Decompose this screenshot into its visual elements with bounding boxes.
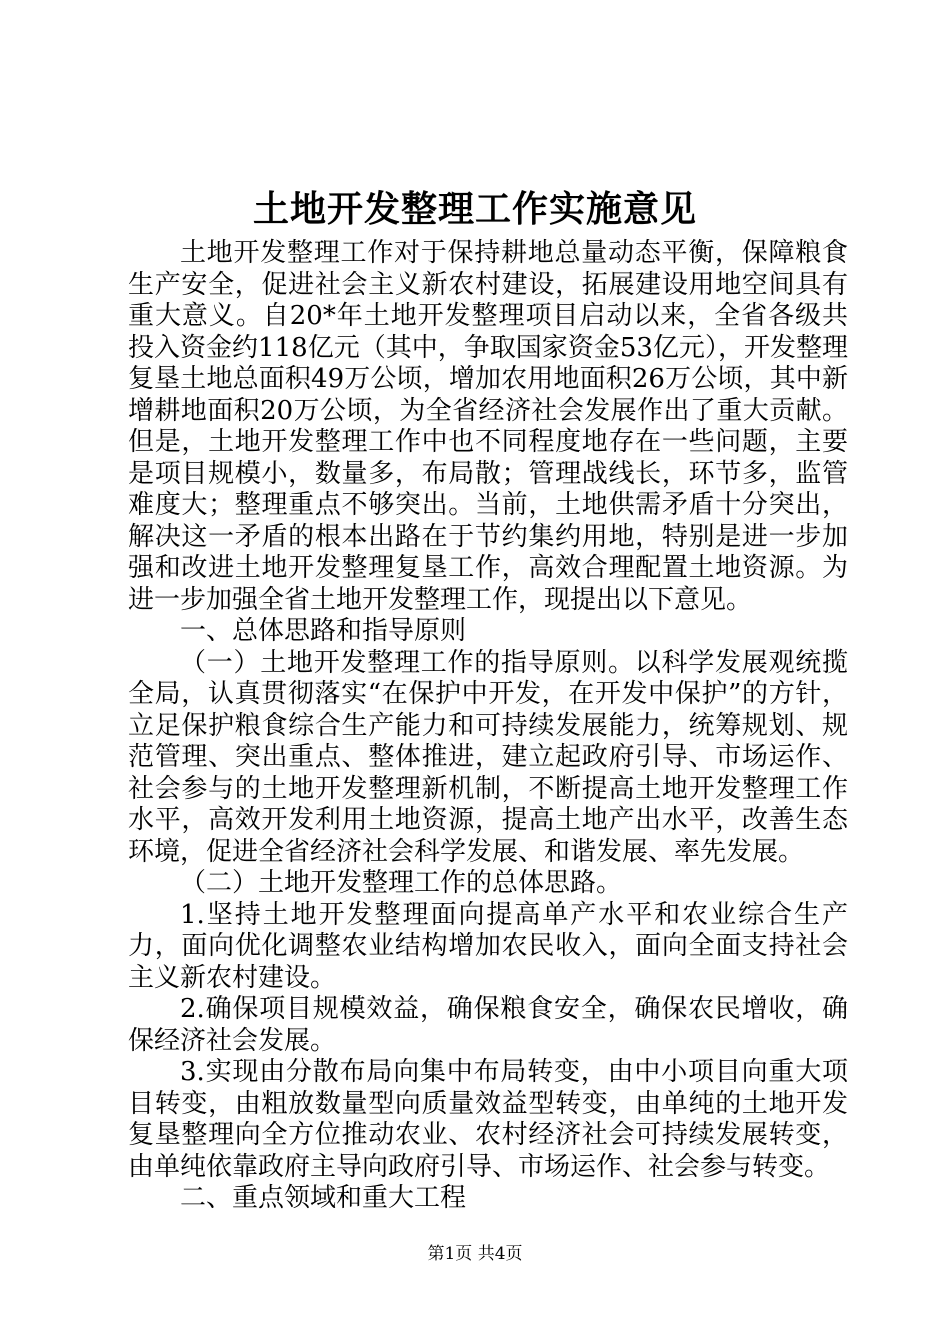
section-heading-2: 二、重点领域和重大工程 bbox=[180, 1183, 467, 1213]
section-heading-1: 一、总体思路和指导原则 bbox=[180, 616, 467, 646]
subsection-heading-overall-thinking: （二）土地开发整理工作的总体思路。 bbox=[180, 868, 623, 898]
document-body bbox=[128, 238, 848, 1215]
paragraph-intro: 土地开发整理工作对于保持耕地总量动态平衡，保障粮食生产安全，促进社会主义新农村建设，拓展建设用地空间具有重大意义。自20*年土地开发整理项目启动以来，全省各级共投入资金约118亿元（其中，争取国家资金53亿元），开发整理复垦土地总面积49万公顷，增加农用地面积26万公顷，其中新增耕地面积20万公顷，为全省经济社会发展作出了重大贡献。但是，土地开发整理工作中也不同程度地存在一些问题，主要是项目规模小，数量多，布局散；管理战线长，环节多，监管难度大；整理重点不够突出。当前，土地供需矛盾十分突出，解决这一矛盾的根本出路在于节约集约用地，特别是进一步加强和改进土地开发整理复垦工作，高效合理配置土地资源。为进一步加强全省土地开发整理工作，现提出以下意见。 bbox=[128, 238, 848, 615]
list-item-3: 3.实现由分散布局向集中布局转变，由中小项目向重大项目转变，由粗放数量型向质量效益型转变，由单纯的土地开发复垦整理向全方位推动农业、农村经济社会可持续发展转变，由单纯依靠政府主导向政府引导、市场运作、社会参与转变。 bbox=[128, 1057, 848, 1182]
list-item-2: 2.确保项目规模效益，确保粮食安全，确保农民增收，确保经济社会发展。 bbox=[128, 994, 848, 1056]
document-title: 土地开发整理工作实施意见 bbox=[252, 188, 697, 230]
page-number-footer: 第1页 共4页 bbox=[427, 1244, 523, 1264]
list-item-1: 1.坚持土地开发整理面向提高单产水平和农业综合生产力，面向优化调整农业结构增加农民收入，面向全面支持社会主义新农村建设。 bbox=[128, 899, 848, 993]
paragraph-guiding-principles: （一）土地开发整理工作的指导原则。以科学发展观统揽全局，认真贯彻落实“在保护中开发，在开发中保护”的方针，立足保护粮食综合生产能力和可持续发展能力，统筹规划、规范管理、突出重点、整体推进，建立起政府引导、市场运作、社会参与的土地开发整理新机制，不断提高土地开发整理工作水平，高效开发利用土地资源，提高土地产出水平，改善生态环境，促进全省经济社会科学发展、和谐发展、率先发展。 bbox=[128, 647, 848, 867]
